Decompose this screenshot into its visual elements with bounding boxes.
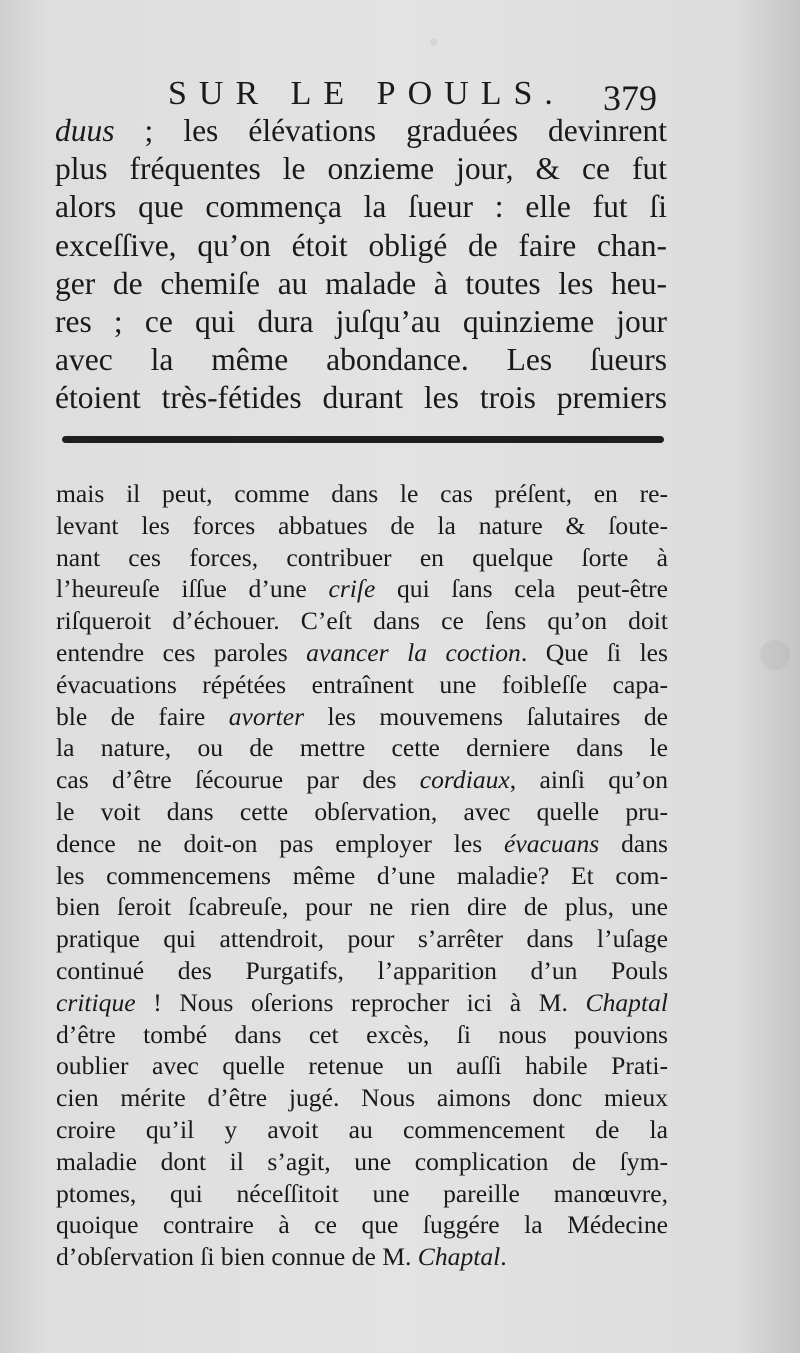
text-line xyxy=(55,265,667,303)
text-run: ger de chemiſe au malade à toutes les heu- xyxy=(55,265,667,301)
ink-speck xyxy=(430,38,438,46)
text-run: maladie dont il s’agit, une complication de ſym- xyxy=(56,1146,668,1176)
text-line xyxy=(55,150,667,188)
text-line xyxy=(55,303,667,341)
text-line xyxy=(55,379,667,417)
text-line xyxy=(56,828,668,860)
text-run: les commencemens même d’une maladie? Et com- xyxy=(56,860,668,890)
text-line xyxy=(55,188,667,226)
section-divider-rule xyxy=(62,436,664,443)
text-run: ; les élévations graduées devinrent xyxy=(114,113,667,148)
text-run: le voit dans cette obſervation, avec quelle pru- xyxy=(56,796,668,826)
italic-text: avorter xyxy=(228,701,305,731)
text-run: ! Nous oſerions reprocher ici à M. xyxy=(135,987,586,1017)
text-line xyxy=(56,1178,668,1210)
text-line xyxy=(56,987,668,1019)
text-run: . xyxy=(500,1242,507,1272)
text-run: exceſſive, qu’on étoit obligé de faire chan- xyxy=(55,227,667,263)
text-run: qui ſans cela peut-être xyxy=(375,574,669,604)
upper-text-block xyxy=(55,112,667,418)
text-run: . Que ſi les xyxy=(520,637,668,667)
text-run: , ainſi qu’on xyxy=(509,765,668,795)
italic-text: cordiaux xyxy=(419,765,510,795)
text-line xyxy=(56,605,668,637)
text-run: plus fréquentes le onzieme jour, & ce fut xyxy=(55,151,667,187)
italic-text: criſe xyxy=(328,574,376,604)
text-run: dans xyxy=(599,828,669,858)
text-line xyxy=(56,542,668,574)
text-run: d’être tombé dans cet excès, ſi nous pouvions xyxy=(56,1019,668,1049)
text-run: res ; ce qui dura juſqu’au quinzieme jour xyxy=(55,304,667,340)
text-run: ptomes, qui néceſſitoit une pareille manœuvre, xyxy=(56,1178,668,1208)
text-run: avec la même abondance. Les ſueurs xyxy=(55,342,667,378)
text-run: quoique contraire à ce que ſuggére la Médecine xyxy=(56,1210,668,1240)
text-run: l’heureuſe iſſue d’une xyxy=(56,574,329,604)
text-run: mais il peut, comme dans le cas préſent, en re- xyxy=(56,479,668,508)
text-line xyxy=(55,112,667,150)
text-run: continué des Purgatifs, l’apparition d’un Pouls xyxy=(56,955,668,985)
italic-text: Chaptal xyxy=(585,987,668,1017)
text-run: d’obſervation ſi bien connue de M. xyxy=(56,1242,418,1272)
paper-stain xyxy=(760,640,790,670)
text-line xyxy=(56,1082,668,1114)
text-run: ble de faire xyxy=(56,701,229,731)
text-line xyxy=(56,1050,668,1082)
text-run: les mouvemens ſalutaires de xyxy=(304,701,668,731)
text-line xyxy=(56,860,668,892)
text-line xyxy=(56,764,668,796)
lower-text-block xyxy=(56,478,668,1273)
text-line xyxy=(56,1209,668,1241)
text-run: étoient très-fétides durant les trois premiers xyxy=(55,380,667,416)
italic-text: avancer la coction xyxy=(306,637,521,667)
running-title: SUR LE POULS. xyxy=(168,75,565,112)
text-line xyxy=(56,1114,668,1146)
italic-text: duus xyxy=(55,113,115,148)
text-line xyxy=(56,637,668,669)
text-line xyxy=(55,227,667,265)
text-line xyxy=(56,701,668,733)
text-line xyxy=(55,341,667,379)
text-run: alors que commença la ſueur : elle fut ſi xyxy=(55,189,667,225)
text-line xyxy=(56,1241,668,1273)
text-run: bien ſeroit ſcabreuſe, pour ne rien dire de plus, une xyxy=(56,892,668,922)
italic-text: critique xyxy=(56,987,136,1017)
text-run: riſqueroit d’échouer. C’eſt dans ce ſens qu’on doit xyxy=(56,606,668,636)
page-number: 379 xyxy=(603,78,657,118)
text-line xyxy=(56,955,668,987)
text-line xyxy=(56,1146,668,1178)
text-run: croire qu’il y avoit au commencement de la xyxy=(56,1114,668,1144)
text-line xyxy=(56,732,668,764)
text-run: la nature, ou de mettre cette derniere dans le xyxy=(56,733,668,763)
text-run: cas d’être ſécourue par des xyxy=(56,765,420,795)
text-run: évacuations répétées entraînent une foibleſſe capa- xyxy=(56,669,668,699)
text-run: cien mérite d’être jugé. Nous aimons donc mieux xyxy=(56,1083,668,1113)
italic-text: évacuans xyxy=(504,828,600,858)
text-line xyxy=(56,891,668,923)
text-run: levant les forces abbatues de la nature & ſoute- xyxy=(56,510,668,540)
text-run: entendre ces paroles xyxy=(56,637,307,667)
text-run: pratique qui attendroit, pour s’arrêter dans l’uſage xyxy=(56,924,668,954)
text-line xyxy=(56,796,668,828)
text-line xyxy=(56,1019,668,1051)
text-line xyxy=(56,573,668,605)
text-run: nant ces forces, contribuer en quelque ſorte à xyxy=(56,542,668,572)
italic-text: Chaptal xyxy=(417,1242,501,1272)
text-line xyxy=(56,510,668,542)
text-line xyxy=(56,478,668,510)
text-run: dence ne doit-on pas employer les xyxy=(56,828,505,858)
text-line xyxy=(56,669,668,701)
text-run: oublier avec quelle retenue un auſſi habile Prati- xyxy=(56,1051,668,1081)
text-line xyxy=(56,923,668,955)
